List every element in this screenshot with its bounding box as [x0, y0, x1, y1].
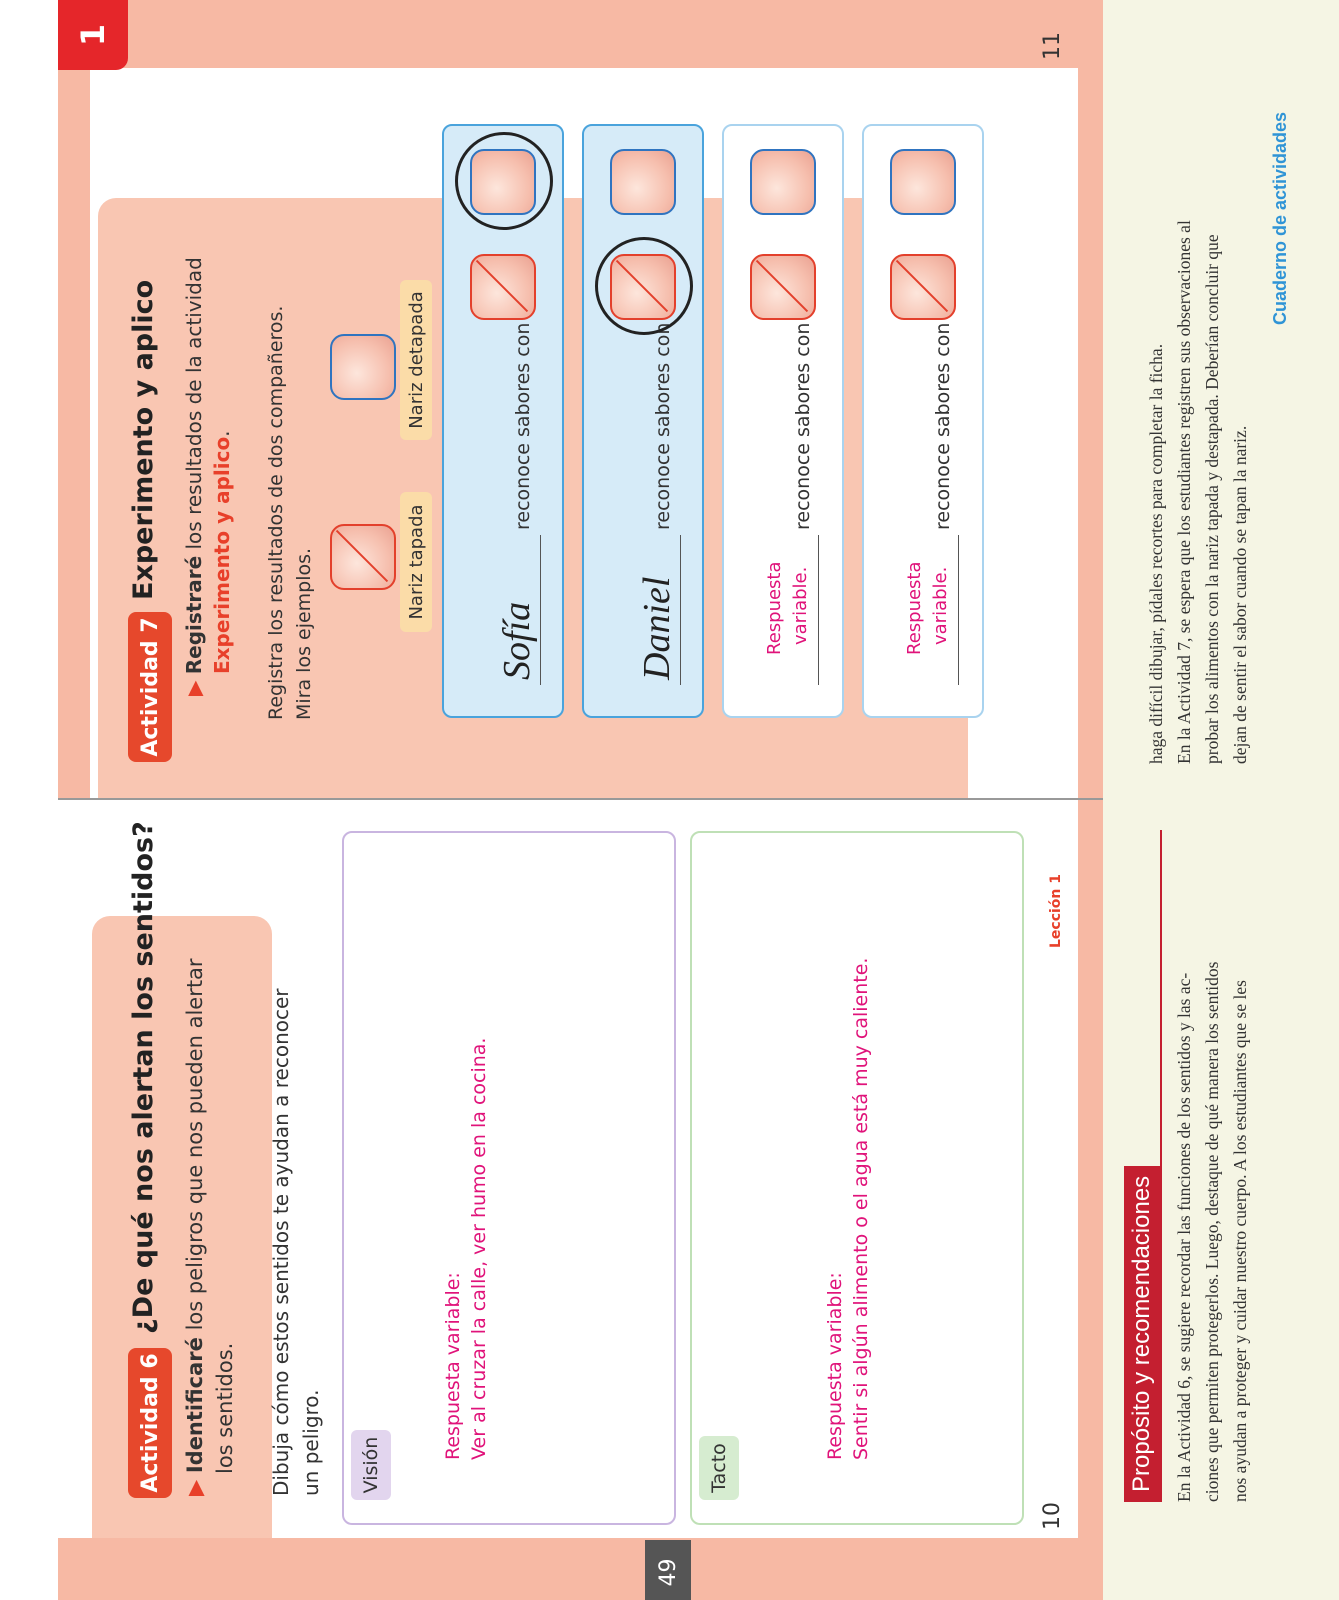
row-underline [958, 535, 959, 685]
row-text: reconoce sabores con [512, 322, 534, 530]
lesson-label: Lección 1 [1048, 873, 1064, 948]
row-text: reconoce sabores con [652, 322, 674, 530]
chapter-tab: 1 [58, 0, 128, 70]
activity6-goal: ▶ Identificaré los peligros que nos pueden alertar los sentidos. [183, 958, 237, 1496]
bullet-triangle-icon: ▶ [183, 1479, 207, 1496]
selection-circle [455, 132, 553, 230]
uncovered-nose-icon[interactable] [750, 149, 816, 215]
recommendations-col1: En la Actividad 6, se sugiere recordar las funciones de los sentidos y las ac- ciones que permiten protegerlos. Luego, destaque de qué manera los sentidos nos ayudan a proteger y cuidar nuestro cuerpo. A los estudiantes que se les [1174, 961, 1250, 1502]
row-name-daniel: Daniel [636, 576, 678, 680]
row-underline [818, 535, 819, 685]
uncovered-nose-icon [330, 334, 396, 400]
covered-nose-icon[interactable] [890, 254, 956, 320]
activity6-title: ¿De qué nos alertan los sentidos? [128, 821, 159, 1334]
activity7-instruction: Registra los resultados de dos compañeros. Mira los ejemplos. [265, 305, 315, 720]
activity-book-link[interactable]: Cuaderno de actividades [1270, 111, 1290, 325]
bullet-triangle-icon: ▶ [182, 680, 206, 696]
side-page-number: 49 [645, 1540, 691, 1600]
legend-covered-label: Nariz tapada [400, 492, 432, 632]
tacto-answer: Respuesta variable: Sentir si algún alimento o el agua está muy caliente. [824, 957, 872, 1460]
uncovered-nose-icon[interactable] [890, 149, 956, 215]
activity7-badge: Actividad 7 [128, 612, 172, 762]
uncovered-nose-icon[interactable] [610, 149, 676, 215]
selection-circle [595, 237, 693, 335]
row-underline [680, 535, 681, 685]
activity6-badge: Actividad 6 [128, 1348, 172, 1498]
activity6-instruction: Dibuja cómo estos sentidos te ayudan a reconocer un peligro. [269, 988, 323, 1496]
right-page-number: 11 [1040, 32, 1065, 60]
vision-box[interactable] [342, 831, 676, 1525]
row-answer: Respuesta variable. [904, 561, 951, 655]
row-name-sofia: Sofía [496, 601, 538, 680]
recommendations-col2: haga difícil dibujar, pídales recortes para completar la ficha. En la Actividad 7, se espera que los estudiantes registren sus observaciones al probar los alimentos con la nariz tapada y destapada. Deberían concluir que dejan de sentir el sabor cuando se tapan la nariz. [1146, 220, 1250, 764]
row-answer: Respuesta variable. [764, 561, 811, 655]
vision-answer: Respuesta variable: Ver al cruzar la calle, ver humo en la cocina. [442, 1037, 490, 1460]
heading-rule [1160, 830, 1162, 1502]
left-page-number: 10 [1040, 1502, 1065, 1530]
recommendations-heading: Propósito y recomendaciones [1124, 1166, 1160, 1502]
row-text: reconoce sabores con [792, 322, 814, 530]
row-text: reconoce sabores con [932, 322, 954, 530]
tacto-label: Tacto [699, 1436, 739, 1500]
legend-uncovered-label: Nariz detapada [400, 280, 432, 440]
covered-nose-icon[interactable] [750, 254, 816, 320]
activity7-title: Experimento y aplico [128, 279, 159, 600]
activity7-goal: ▶ Registraré los resultados de la actividad Experimento y aplico. [182, 257, 234, 696]
row-underline [540, 535, 541, 685]
covered-nose-icon [330, 524, 396, 590]
vision-label: Visión [351, 1430, 391, 1500]
covered-nose-icon[interactable] [470, 254, 536, 320]
gutter-line [58, 798, 1103, 800]
